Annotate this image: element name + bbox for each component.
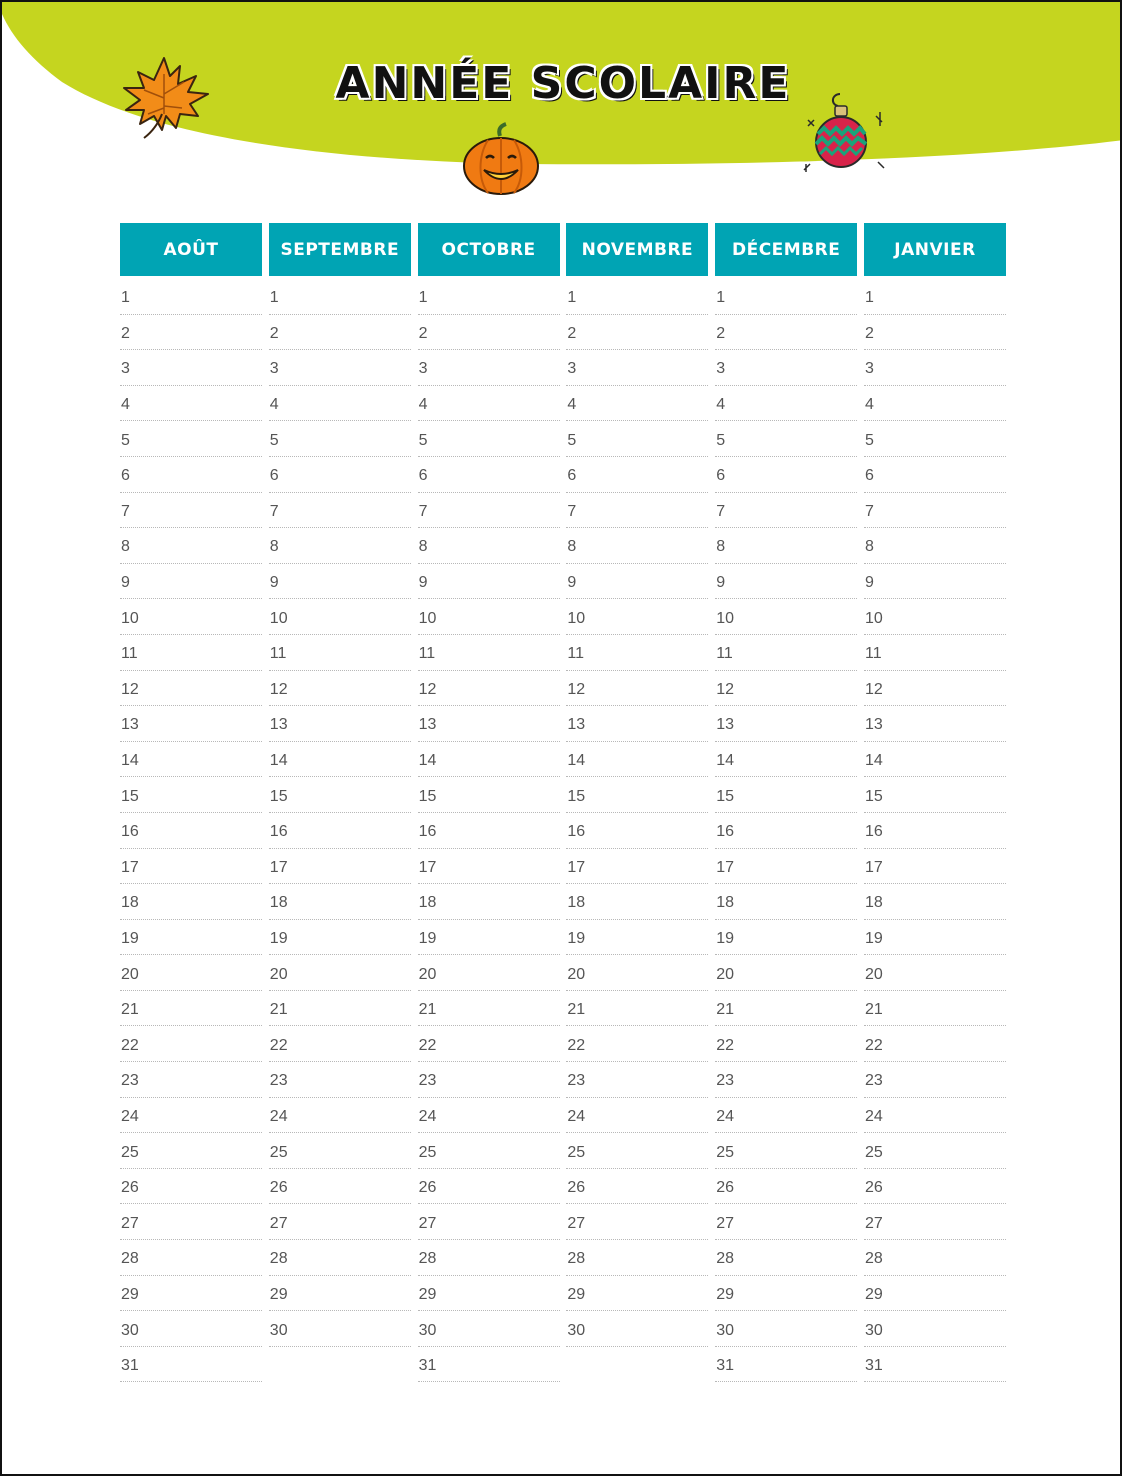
day-row: 14: [418, 742, 560, 778]
day-row: 4: [864, 386, 1006, 422]
month-header: AOÛT: [120, 223, 262, 276]
month-header: NOVEMBRE: [566, 223, 708, 276]
day-row: 3: [120, 350, 262, 386]
day-row: 31: [715, 1347, 857, 1383]
day-row: 24: [418, 1098, 560, 1134]
day-row: 15: [269, 777, 411, 813]
day-row: 13: [715, 706, 857, 742]
day-row: 30: [864, 1311, 1006, 1347]
day-row: 9: [269, 564, 411, 600]
day-row: 25: [418, 1133, 560, 1169]
day-row: 8: [566, 528, 708, 564]
day-row: 26: [715, 1169, 857, 1205]
day-row: 1: [120, 279, 262, 315]
day-row: 31: [120, 1347, 262, 1383]
day-row: 12: [269, 671, 411, 707]
month-column: [269, 223, 411, 1382]
day-row: 31: [418, 1347, 560, 1383]
day-row: 18: [418, 884, 560, 920]
day-row: 22: [715, 1026, 857, 1062]
day-row: 14: [566, 742, 708, 778]
empty-day-row: [566, 1347, 708, 1383]
day-row: 10: [715, 599, 857, 635]
day-row: 6: [418, 457, 560, 493]
day-row: 10: [566, 599, 708, 635]
day-row: 20: [715, 955, 857, 991]
empty-day-row: [269, 1347, 411, 1383]
month-column: [120, 223, 262, 1382]
day-row: 24: [269, 1098, 411, 1134]
day-row: 17: [269, 849, 411, 885]
day-row: 6: [715, 457, 857, 493]
day-row: 18: [566, 884, 708, 920]
day-row: 30: [418, 1311, 560, 1347]
day-row: 10: [418, 599, 560, 635]
day-row: 14: [120, 742, 262, 778]
day-list: [269, 279, 411, 1382]
day-row: 2: [566, 315, 708, 351]
day-row: 23: [715, 1062, 857, 1098]
day-row: 2: [715, 315, 857, 351]
day-row: 23: [418, 1062, 560, 1098]
day-row: 26: [269, 1169, 411, 1205]
day-row: 12: [864, 671, 1006, 707]
day-row: 6: [864, 457, 1006, 493]
day-row: 10: [864, 599, 1006, 635]
day-row: 18: [120, 884, 262, 920]
day-row: 25: [715, 1133, 857, 1169]
day-row: 21: [715, 991, 857, 1027]
day-row: 21: [418, 991, 560, 1027]
day-row: 23: [120, 1062, 262, 1098]
day-row: 19: [418, 920, 560, 956]
day-row: 12: [715, 671, 857, 707]
month-header: DÉCEMBRE: [715, 223, 857, 276]
day-row: 30: [120, 1311, 262, 1347]
day-row: 5: [120, 421, 262, 457]
day-row: 19: [715, 920, 857, 956]
day-row: 15: [566, 777, 708, 813]
pumpkin-icon: [460, 122, 542, 198]
day-row: 8: [120, 528, 262, 564]
day-row: 22: [120, 1026, 262, 1062]
day-row: 23: [269, 1062, 411, 1098]
day-row: 3: [715, 350, 857, 386]
day-row: 1: [269, 279, 411, 315]
day-row: 25: [864, 1133, 1006, 1169]
day-row: 4: [715, 386, 857, 422]
day-row: 21: [566, 991, 708, 1027]
day-row: 14: [715, 742, 857, 778]
day-row: 1: [566, 279, 708, 315]
day-list: [864, 279, 1006, 1382]
day-row: 7: [418, 493, 560, 529]
day-row: 3: [864, 350, 1006, 386]
day-row: 27: [715, 1204, 857, 1240]
day-row: 1: [715, 279, 857, 315]
month-column: [566, 223, 708, 1382]
day-row: 16: [864, 813, 1006, 849]
month-column: [864, 223, 1006, 1382]
day-row: 17: [566, 849, 708, 885]
day-row: 9: [715, 564, 857, 600]
month-header: JANVIER: [864, 223, 1006, 276]
day-row: 24: [120, 1098, 262, 1134]
day-row: 9: [566, 564, 708, 600]
day-row: 6: [269, 457, 411, 493]
day-row: 1: [418, 279, 560, 315]
day-list: [120, 279, 262, 1382]
day-row: 13: [418, 706, 560, 742]
day-row: 7: [120, 493, 262, 529]
day-row: 11: [269, 635, 411, 671]
day-row: 20: [864, 955, 1006, 991]
day-row: 27: [566, 1204, 708, 1240]
day-row: 14: [269, 742, 411, 778]
day-row: 11: [120, 635, 262, 671]
day-row: 30: [566, 1311, 708, 1347]
day-row: 27: [864, 1204, 1006, 1240]
day-row: 10: [269, 599, 411, 635]
day-row: 17: [120, 849, 262, 885]
day-row: 12: [418, 671, 560, 707]
month-header: OCTOBRE: [418, 223, 560, 276]
day-row: 17: [715, 849, 857, 885]
month-column: [715, 223, 857, 1382]
day-row: 19: [566, 920, 708, 956]
day-row: 6: [120, 457, 262, 493]
day-row: 28: [269, 1240, 411, 1276]
day-row: 11: [715, 635, 857, 671]
month-column: [418, 223, 560, 1382]
month-header: SEPTEMBRE: [269, 223, 411, 276]
day-row: 12: [566, 671, 708, 707]
day-row: 26: [566, 1169, 708, 1205]
day-row: 29: [715, 1276, 857, 1312]
day-row: 30: [715, 1311, 857, 1347]
day-row: 19: [120, 920, 262, 956]
day-row: 6: [566, 457, 708, 493]
day-row: 19: [269, 920, 411, 956]
day-row: 16: [715, 813, 857, 849]
day-row: 9: [864, 564, 1006, 600]
day-row: 20: [566, 955, 708, 991]
day-row: 13: [566, 706, 708, 742]
day-row: 21: [269, 991, 411, 1027]
day-row: 13: [269, 706, 411, 742]
day-row: 24: [864, 1098, 1006, 1134]
day-row: 4: [120, 386, 262, 422]
day-row: 4: [418, 386, 560, 422]
christmas-ornament-icon: [794, 90, 892, 182]
day-row: 16: [269, 813, 411, 849]
day-row: 25: [566, 1133, 708, 1169]
day-row: 5: [864, 421, 1006, 457]
day-row: 2: [864, 315, 1006, 351]
day-row: 23: [864, 1062, 1006, 1098]
day-row: 18: [864, 884, 1006, 920]
day-row: 15: [418, 777, 560, 813]
day-row: 4: [566, 386, 708, 422]
day-row: 8: [418, 528, 560, 564]
day-row: 22: [418, 1026, 560, 1062]
day-row: 17: [418, 849, 560, 885]
day-row: 3: [418, 350, 560, 386]
day-row: 31: [864, 1347, 1006, 1383]
day-row: 1: [864, 279, 1006, 315]
day-row: 7: [269, 493, 411, 529]
day-row: 17: [864, 849, 1006, 885]
day-row: 29: [566, 1276, 708, 1312]
day-row: 9: [418, 564, 560, 600]
day-row: 18: [715, 884, 857, 920]
day-row: 16: [566, 813, 708, 849]
day-row: 28: [418, 1240, 560, 1276]
day-row: 20: [418, 955, 560, 991]
day-row: 26: [864, 1169, 1006, 1205]
day-row: 5: [269, 421, 411, 457]
day-row: 7: [864, 493, 1006, 529]
day-row: 8: [269, 528, 411, 564]
day-row: 26: [120, 1169, 262, 1205]
day-row: 10: [120, 599, 262, 635]
day-row: 21: [864, 991, 1006, 1027]
day-row: 29: [418, 1276, 560, 1312]
day-row: 11: [864, 635, 1006, 671]
day-row: 24: [715, 1098, 857, 1134]
day-row: 22: [566, 1026, 708, 1062]
day-row: 5: [566, 421, 708, 457]
day-row: 2: [418, 315, 560, 351]
day-row: 5: [418, 421, 560, 457]
maple-leaf-icon: [118, 54, 210, 142]
day-row: 27: [269, 1204, 411, 1240]
day-row: 11: [566, 635, 708, 671]
day-row: 18: [269, 884, 411, 920]
day-row: 28: [566, 1240, 708, 1276]
day-row: 27: [418, 1204, 560, 1240]
day-row: 2: [269, 315, 411, 351]
day-row: 7: [715, 493, 857, 529]
day-list: [715, 279, 857, 1382]
day-row: 8: [864, 528, 1006, 564]
day-row: 15: [715, 777, 857, 813]
day-row: 16: [120, 813, 262, 849]
day-row: 29: [120, 1276, 262, 1312]
day-row: 15: [864, 777, 1006, 813]
day-row: 20: [269, 955, 411, 991]
day-list: [418, 279, 560, 1382]
day-row: 8: [715, 528, 857, 564]
day-row: 19: [864, 920, 1006, 956]
day-row: 30: [269, 1311, 411, 1347]
day-row: 26: [418, 1169, 560, 1205]
day-row: 13: [120, 706, 262, 742]
page-title: ANNÉE SCOLAIRE: [335, 58, 791, 109]
day-row: 4: [269, 386, 411, 422]
day-row: 9: [120, 564, 262, 600]
day-row: 25: [120, 1133, 262, 1169]
day-row: 29: [864, 1276, 1006, 1312]
day-row: 11: [418, 635, 560, 671]
day-row: 27: [120, 1204, 262, 1240]
day-row: 12: [120, 671, 262, 707]
day-row: 22: [864, 1026, 1006, 1062]
day-row: 24: [566, 1098, 708, 1134]
day-row: 2: [120, 315, 262, 351]
day-row: 29: [269, 1276, 411, 1312]
day-row: 16: [418, 813, 560, 849]
day-list: [566, 279, 708, 1382]
day-row: 28: [120, 1240, 262, 1276]
day-row: 5: [715, 421, 857, 457]
day-row: 20: [120, 955, 262, 991]
day-row: 13: [864, 706, 1006, 742]
day-row: 3: [566, 350, 708, 386]
day-row: 14: [864, 742, 1006, 778]
day-row: 15: [120, 777, 262, 813]
day-row: 22: [269, 1026, 411, 1062]
day-row: 7: [566, 493, 708, 529]
day-row: 25: [269, 1133, 411, 1169]
day-row: 28: [864, 1240, 1006, 1276]
day-row: 28: [715, 1240, 857, 1276]
day-row: 3: [269, 350, 411, 386]
day-row: 23: [566, 1062, 708, 1098]
day-row: 21: [120, 991, 262, 1027]
